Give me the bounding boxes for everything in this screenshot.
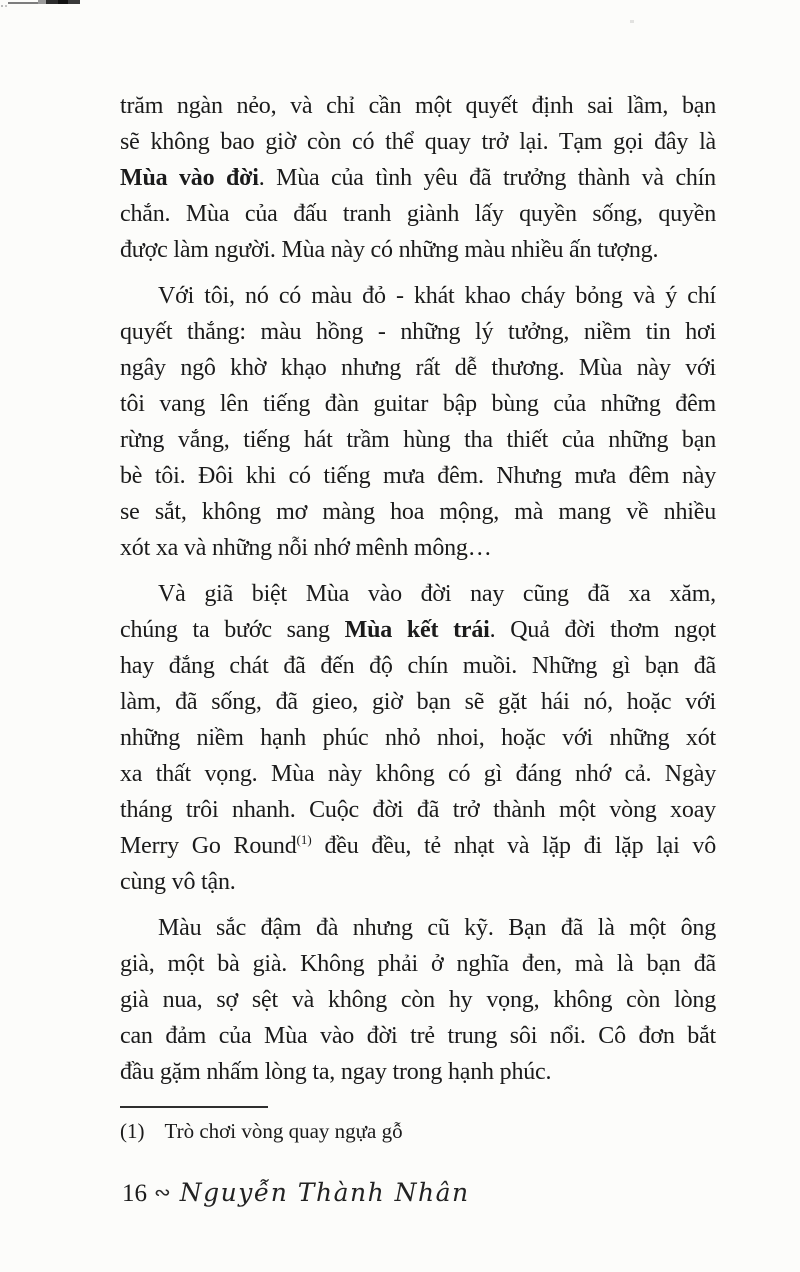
text-segment: làm, đã sống, đã gieo, giờ bạn sẽ gặt hái nó, hoặc với	[120, 689, 716, 715]
text-line	[120, 612, 716, 648]
text-segment: cùng vô tận.	[120, 869, 236, 895]
footnote-line	[120, 1117, 716, 1145]
text-segment: . Mùa của tình yêu đã trưởng thành và chín	[258, 165, 716, 191]
text-segment: đầu gặm nhấm lòng ta, ngay trong hạnh phúc.	[120, 1059, 552, 1085]
paragraph	[120, 576, 716, 900]
text-segment: Với tôi, nó có màu đỏ - khát khao cháy bỏng và ý chí	[158, 283, 716, 309]
footnote-text: Trò chơi vòng quay ngựa gỗ	[164, 1119, 403, 1143]
text-segment: ngây ngô khờ khạo nhưng rất dễ thương. Mùa này với	[120, 355, 716, 381]
text-line	[120, 196, 716, 232]
text-line	[120, 684, 716, 720]
text-segment: xa thất vọng. Mùa này không có gì đáng nhớ cả. Ngày	[120, 761, 716, 787]
text-line	[120, 828, 716, 864]
text-line	[120, 422, 716, 458]
text-segment: . Quả đời thơm ngọt	[489, 617, 716, 643]
text-segment: Và giã biệt Mùa vào đời nay cũng đã xa xăm,	[158, 581, 716, 607]
scan-dot-artifact	[630, 20, 634, 23]
text-line	[120, 648, 716, 684]
text-line	[120, 576, 716, 612]
author-name: Nguyễn Thành Nhân	[179, 1178, 470, 1207]
footnote-marker: (1)	[120, 1119, 145, 1143]
text-segment: bè tôi. Đôi khi có tiếng mưa đêm. Nhưng mưa đêm này	[120, 463, 716, 489]
text-line	[120, 278, 716, 314]
text-line	[120, 982, 716, 1018]
text-line	[120, 910, 716, 946]
text-segment: tôi vang lên tiếng đàn guitar bập bùng của những đêm	[120, 391, 716, 417]
text-line	[120, 314, 716, 350]
footnote-divider	[120, 1106, 268, 1108]
text-line	[120, 124, 716, 160]
text-segment: chúng ta bước sang	[120, 617, 345, 643]
bold-phrase: Mùa vào đời	[120, 165, 259, 191]
text-line	[120, 160, 716, 196]
text-line	[120, 494, 716, 530]
text-segment: Màu sắc đậm đà nhưng cũ kỹ. Bạn đã là một ông	[158, 915, 716, 941]
text-segment: rừng vắng, tiếng hát trầm hùng tha thiết của những bạn	[120, 427, 716, 453]
text-segment: đều đều, tẻ nhạt và lặp đi lặp lại vô	[311, 833, 716, 859]
text-line	[120, 792, 716, 828]
bold-phrase: Mùa kết trái	[344, 617, 490, 643]
text-segment: được làm người. Mùa này có những màu nhiều ấn tượng.	[120, 237, 659, 263]
page-body	[120, 88, 716, 1145]
body-text-block	[120, 88, 716, 1090]
text-line	[120, 88, 716, 124]
text-line	[120, 756, 716, 792]
text-segment: trăm ngàn nẻo, và chỉ cần một quyết định sai lầm, bạn	[120, 93, 716, 119]
footnote	[120, 1106, 716, 1145]
text-segment: tháng trôi nhanh. Cuộc đời đã trở thành một vòng xoay	[120, 797, 716, 823]
text-segment: già nua, sợ sệt và không còn hy vọng, không còn lòng	[120, 987, 716, 1013]
paragraph	[120, 278, 716, 566]
text-line	[120, 720, 716, 756]
text-line	[120, 864, 716, 900]
text-line	[120, 530, 716, 566]
text-segment: can đảm của Mùa vào đời trẻ trung sôi nổi. Cô đơn bắt	[120, 1023, 716, 1049]
text-line	[120, 1054, 716, 1090]
text-segment: quyết thắng: màu hồng - những lý tưởng, niềm tin hơi	[120, 319, 716, 345]
text-segment: chắn. Mùa của đấu tranh giành lấy quyền sống, quyền	[120, 201, 716, 227]
text-segment: hay đắng chát đã đến độ chín muồi. Những gì bạn đã	[120, 653, 716, 679]
text-line	[120, 1018, 716, 1054]
text-line	[120, 458, 716, 494]
scan-speck-artifact	[1, 5, 9, 7]
text-line	[120, 946, 716, 982]
page-number: 16	[122, 1180, 147, 1207]
scan-bar-artifact	[38, 0, 80, 4]
leaf-ornament-icon: ∾	[154, 1182, 171, 1204]
scan-line-artifact	[8, 2, 39, 4]
text-segment: Merry Go Round	[120, 833, 297, 859]
paragraph	[120, 88, 716, 268]
text-segment: những niềm hạnh phúc nhỏ nhoi, hoặc với những xót	[120, 725, 716, 751]
footnote-reference: (1)	[296, 832, 312, 847]
page-footer	[122, 1178, 470, 1208]
paragraph	[120, 910, 716, 1090]
text-segment: se sắt, không mơ màng hoa mộng, mà mang về nhiều	[120, 499, 716, 525]
text-segment: già, một bà già. Không phải ở nghĩa đen, mà là bạn đã	[120, 951, 716, 977]
text-line	[120, 232, 716, 268]
text-segment: xót xa và những nỗi nhớ mênh mông…	[120, 535, 492, 561]
text-line	[120, 386, 716, 422]
text-segment: sẽ không bao giờ còn có thể quay trở lại. Tạm gọi đây là	[120, 129, 716, 155]
text-line	[120, 350, 716, 386]
